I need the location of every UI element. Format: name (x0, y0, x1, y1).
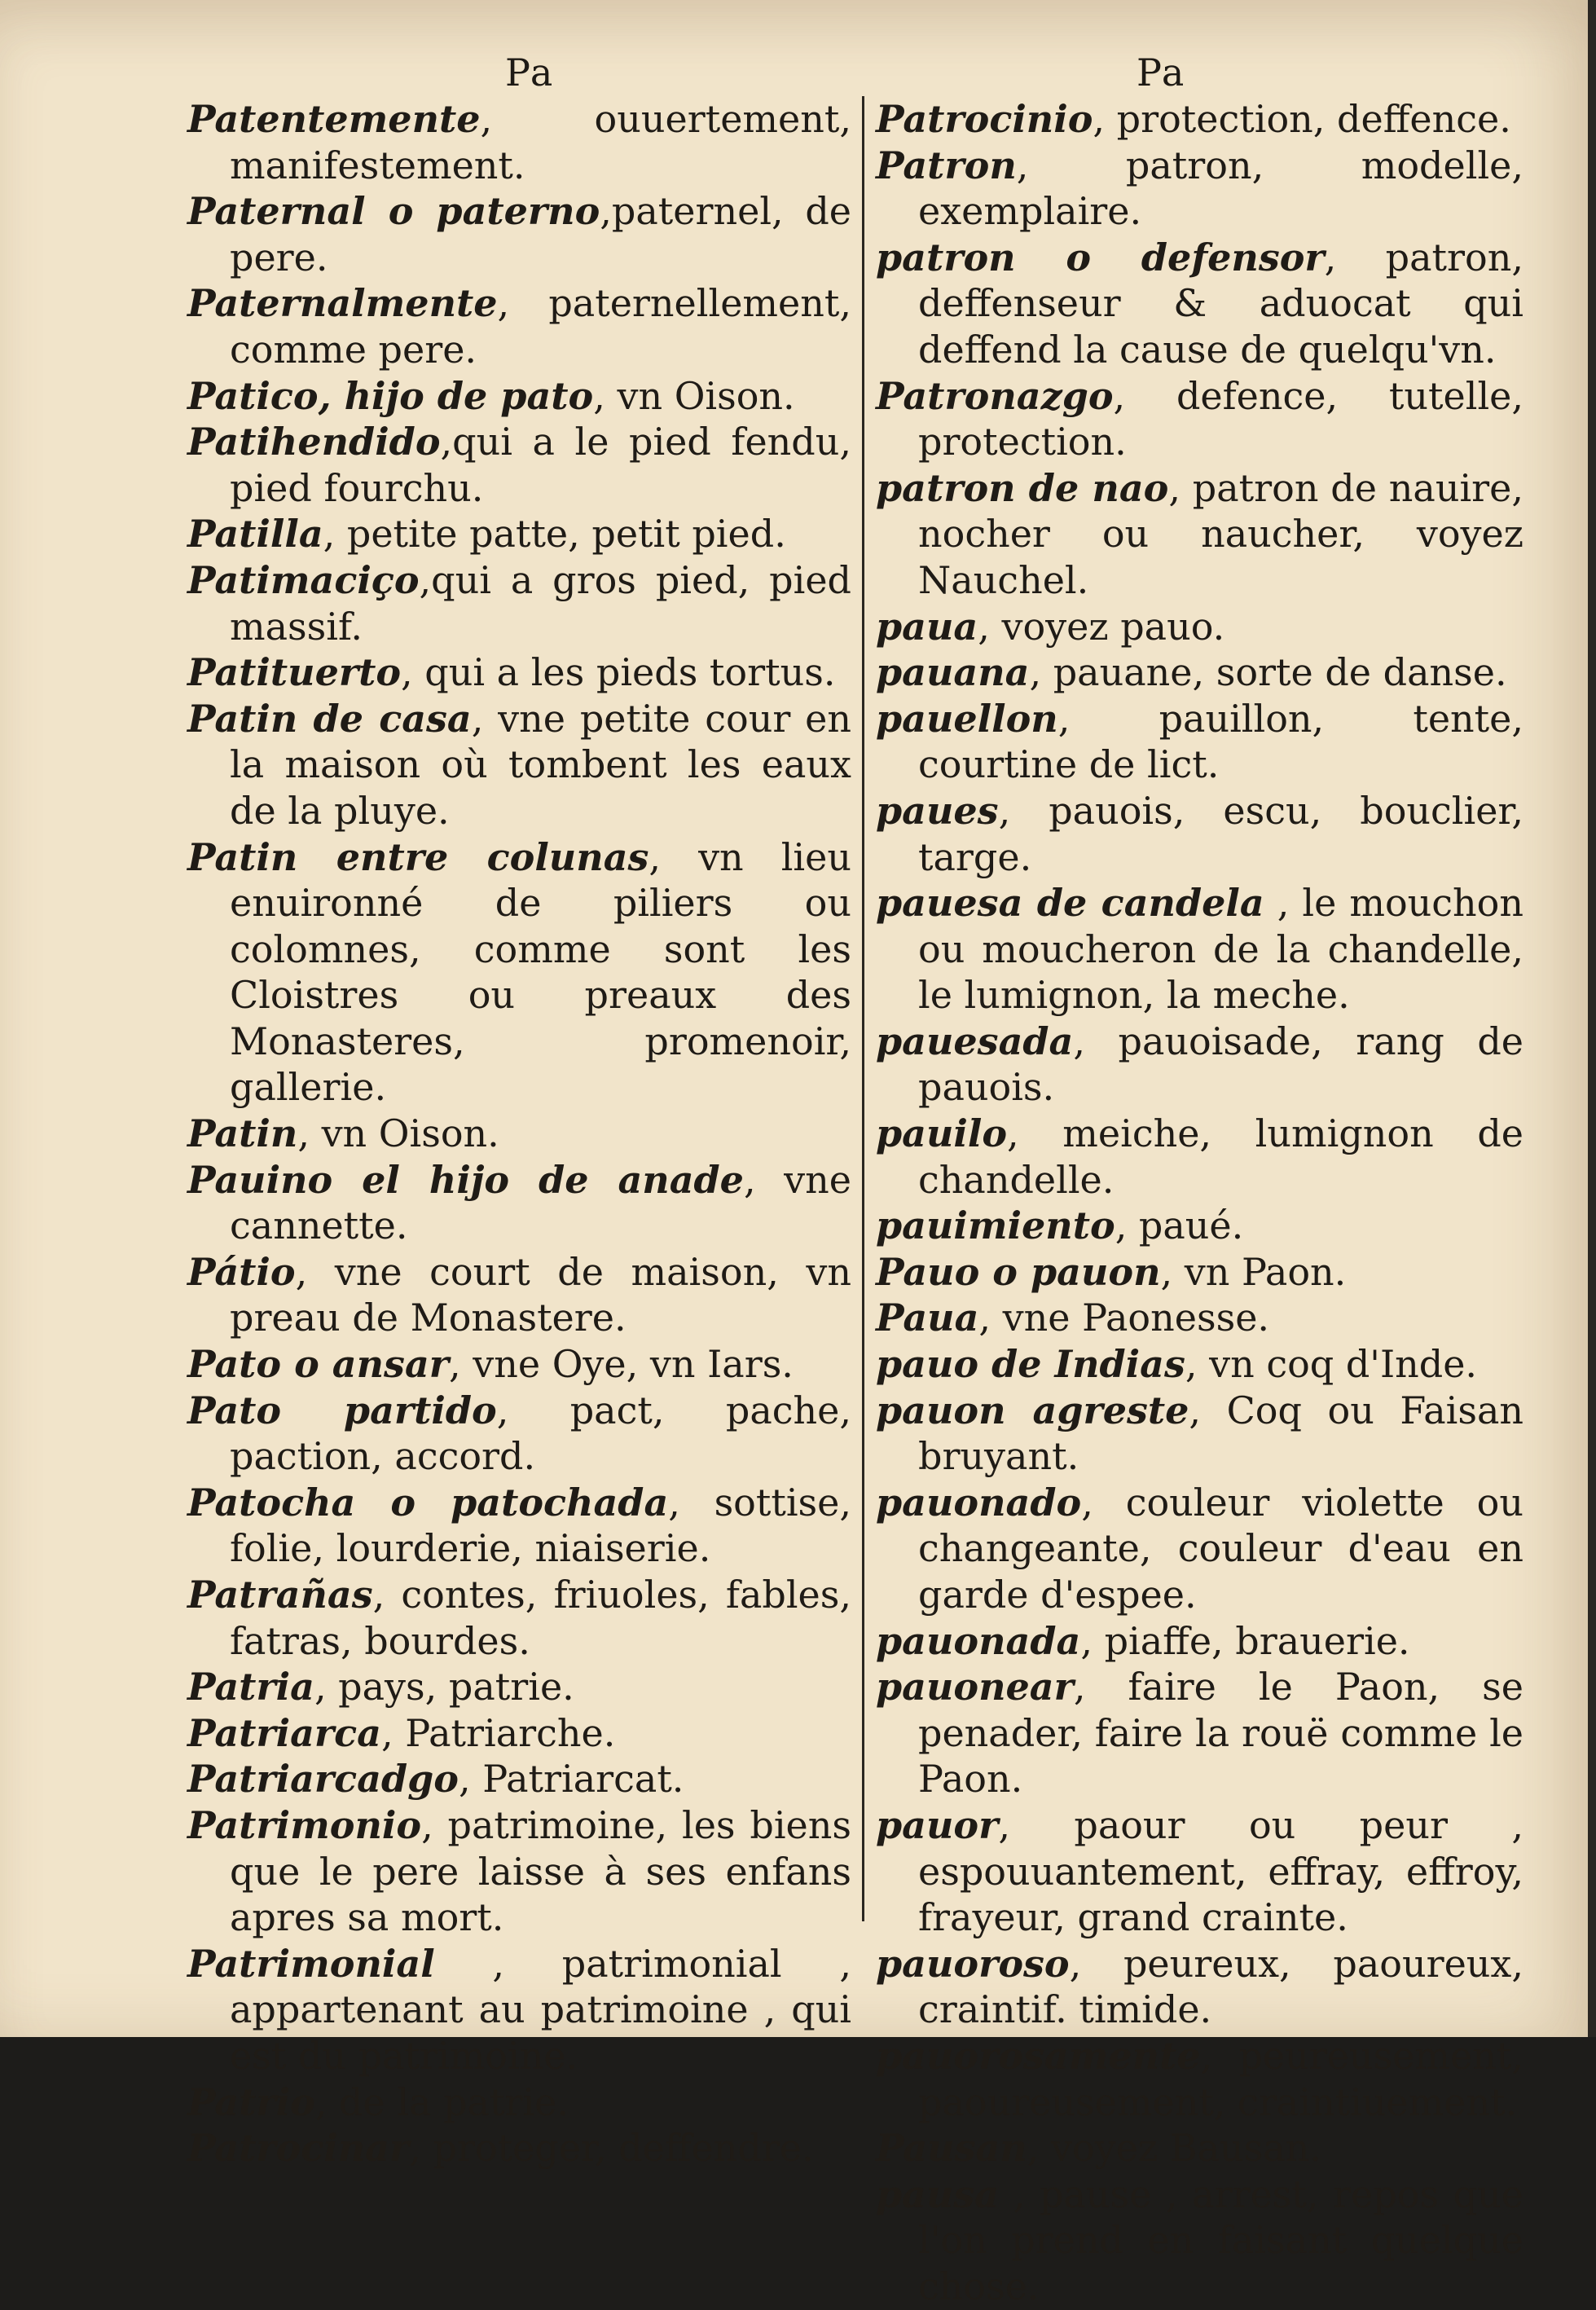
entry-definition: , vn Oison. (297, 1111, 499, 1156)
dictionary-entry (187, 2079, 851, 2126)
dictionary-entry (876, 143, 1523, 235)
entry-headword: Patriarca (187, 1710, 381, 1755)
book-binding-edge (1588, 0, 1596, 2037)
entry-headword: pauon agreste (876, 1388, 1189, 1432)
dictionary-entry (876, 1249, 1523, 1296)
entry-definition: , vn coq d'Inde. (1185, 1342, 1478, 1387)
dictionary-entry (187, 1756, 851, 1802)
entry-headword: pauonada (876, 1618, 1081, 1663)
dictionary-entry (876, 1341, 1523, 1388)
dictionary-entry (876, 235, 1523, 373)
dictionary-entry (876, 1203, 1523, 1249)
dictionary-entry (876, 696, 1523, 788)
dictionary-entry (187, 1157, 851, 1249)
entry-headword: Patihendido (187, 420, 441, 464)
entry-headword: pauonear (876, 1665, 1074, 1709)
dictionary-entry (876, 1941, 1523, 2033)
entry-definition: , contes, friuoles, fables, fatras, bourdes. (230, 1573, 851, 1663)
dictionary-entry (187, 2125, 851, 2171)
entry-definition: , vne Paonesse. (978, 1296, 1270, 1340)
entry-headword: Patrocinio (876, 97, 1093, 141)
dictionary-entry (876, 880, 1523, 1019)
dictionary-entry (187, 1572, 851, 1664)
entry-headword: paues (876, 788, 999, 833)
entry-definition: , pauillon, tente, courtine de lict. (918, 696, 1523, 787)
entry-definition: , vn Oison. (593, 373, 795, 418)
dictionary-entry (187, 1388, 851, 1480)
dictionary-entry (876, 2125, 1523, 2171)
entry-headword: Patronazgo (876, 373, 1114, 418)
entry-definition: , petite patte, petit pied. (323, 512, 786, 557)
entry-definition: , pauoisade, rang de pauois. (918, 1019, 1523, 1110)
dictionary-entry (187, 419, 851, 511)
entry-headword: Paua (876, 1296, 979, 1340)
entry-definition: , pause , arrest, repos que l'on prend en faisant quelque chose. (918, 2171, 1523, 2308)
entry-definition: , sottise, folie, lourderie, niaiserie. (230, 1480, 852, 1571)
entry-definition: , peureux, paoureux, craintif. timide. (918, 1941, 1523, 2032)
dictionary-entry (876, 1111, 1523, 1203)
entry-headword: pauoroso (876, 1941, 1070, 1986)
dictionary-entry (187, 373, 851, 420)
entry-definition: , protection, deffence. (1093, 97, 1511, 141)
entry-headword: pauonado (876, 1480, 1082, 1525)
dictionary-entry (876, 373, 1523, 465)
entry-headword: Pauino el hijo de anade (187, 1157, 744, 1202)
entry-headword: pauesa de candela (876, 881, 1264, 926)
dictionary-entry (187, 280, 851, 372)
dictionary-entry (187, 96, 851, 188)
entry-headword: pauo de Indias (876, 1342, 1185, 1387)
entry-definition: , vne cannette. (230, 1157, 851, 1248)
entry-headword: Paternalmente (187, 281, 498, 326)
entry-headword: paua (876, 604, 978, 649)
dictionary-entry (876, 1802, 1523, 1941)
entry-headword: Pato partido (187, 1388, 497, 1432)
dictionary-entry (187, 188, 851, 280)
dictionary-entry (876, 1664, 1523, 1802)
entry-headword: Patriarcadgo (187, 1757, 459, 1802)
entry-definition: , paour ou peur , espouuantement, effray, effroy, frayeur, grand crainte. (918, 1802, 1523, 1940)
entry-headword: Patrio (187, 2079, 315, 2124)
entry-definition: , couleur violette ou changeante, couleur d'eau en garde d'espee. (918, 1480, 1523, 1617)
entry-definition: , Patriarche. (380, 1710, 616, 1755)
entry-headword: Patocha o patochada (187, 1480, 669, 1525)
entry-headword: Patin entre colunas (187, 834, 649, 879)
entry-definition: , patrimoine, les biens que le pere laisse à ses enfans apres sa mort. (230, 1802, 851, 1940)
entry-headword: Patilla (187, 512, 323, 557)
right-column (876, 96, 1523, 2310)
entry-headword: Patentemente (187, 97, 481, 141)
entry-definition: ,qui a le pied fendu, pied fourchu. (230, 420, 851, 510)
entry-definition: , piaffe, brauerie. (1080, 1618, 1410, 1663)
entry-definition: , pact, pache, paction, accord. (230, 1388, 851, 1479)
entry-headword: Patria (187, 1665, 314, 1709)
entry-definition: , vne petite cour en la maison où tombent les eaux de la pluye. (230, 696, 851, 833)
entry-headword: Patimaciço (187, 557, 420, 602)
entry-definition: , pauois, escu, bouclier, targe. (918, 788, 1523, 879)
entry-headword: Paternal o paterno (187, 189, 600, 234)
dictionary-entry (187, 1249, 851, 1341)
entry-definition: , le mouchon ou moucheron de la chandelle, le lumignon, la meche. (918, 881, 1523, 1018)
entry-headword: pauesada (876, 1019, 1074, 1063)
entry-definition: , defence, tutelle, protection. (918, 373, 1523, 464)
entry-headword: pausa (876, 2171, 1000, 2216)
entry-definition: , peureusement, paoureusement, craintiuement. (918, 2033, 1523, 2124)
entry-definition: , patron, deffenseur & aduocat qui deffend la cause de quelqu'vn. (918, 235, 1523, 372)
entry-headword: Pátio (187, 1249, 296, 1294)
entry-headword: Patrimonio (187, 1802, 422, 1847)
dictionary-entry (876, 1388, 1523, 1480)
entry-definition: , vne court de maison, vn preau de Monastere. (230, 1249, 851, 1340)
dictionary-entry (876, 2171, 1523, 2310)
dictionary-entry (187, 511, 851, 557)
entry-definition: , patron, modelle, exemplaire. (918, 143, 1523, 234)
entry-headword: Patin de casa (187, 696, 472, 741)
entry-definition: ,paternel, de pere. (230, 189, 851, 279)
entry-headword: pauana (876, 650, 1030, 695)
entry-headword: Patico, hijo de pato (187, 373, 594, 418)
dictionary-entry (876, 788, 1523, 880)
entry-headword: pauorosamente (876, 2033, 1201, 2078)
entry-headword: Pauo o pauon (876, 1249, 1161, 1294)
entry-headword: Patrocinar (187, 2126, 410, 2171)
entry-headword: pauor (876, 1802, 999, 1847)
entry-definition: , pays, patrie. (314, 1665, 574, 1709)
dictionary-entry (876, 2033, 1523, 2125)
entry-headword: Pausan (876, 2126, 1027, 2171)
column-divider (862, 96, 864, 1921)
dictionary-entry (876, 604, 1523, 650)
entry-headword: Pato o ansar (187, 1342, 449, 1387)
dictionary-entry (187, 1341, 851, 1388)
entry-definition: , vne Oye, vn Iars. (449, 1342, 794, 1387)
entry-definition: , de la patrie. (314, 2079, 569, 2124)
dictionary-entry (876, 96, 1523, 143)
entry-headword: patron o defensor (876, 235, 1325, 279)
dictionary-entry (187, 1664, 851, 1710)
entry-definition: ,qui a gros pied, pied massif. (230, 557, 851, 649)
entry-definition: , patron de nauire, nocher ou naucher, voyez Nauchel. (918, 465, 1523, 602)
entry-definition: , vn lieu enuironné de piliers ou colomnes, comme sont les Cloistres ou preaux des Monasteres, promenoir, gallerie. (230, 834, 851, 1110)
dictionary-entry (876, 1618, 1523, 1665)
entry-definition: , ouuertement, manifestement. (230, 97, 851, 187)
entry-definition: , paué. (1115, 1203, 1244, 1248)
entry-definition: , proteger, deffendre. (409, 2126, 814, 2171)
entry-definition: , voyez pauo. (978, 604, 1225, 649)
dictionary-entry (187, 1802, 851, 1941)
dictionary-entry (876, 1295, 1523, 1341)
dictionary-entry (187, 1111, 851, 1157)
entry-definition: , paternellement, comme pere. (230, 281, 851, 372)
dictionary-entry (187, 1710, 851, 1757)
running-head-right: Pa (1137, 51, 1186, 95)
dictionary-entry (187, 1941, 851, 2079)
dictionary-entry (876, 1019, 1523, 1111)
entry-headword: patron de nao (876, 465, 1169, 510)
dictionary-entry (187, 557, 851, 649)
dictionary-entry (187, 696, 851, 834)
dictionary-entry (876, 649, 1523, 696)
entry-definition: , pauane, sorte de danse. (1029, 650, 1507, 695)
entry-headword: pauimiento (876, 1203, 1115, 1248)
running-head-left: Pa (505, 51, 555, 95)
entry-headword: pauellon (876, 696, 1058, 741)
dictionary-entry (187, 1480, 851, 1572)
entry-definition: , qui a les pieds tortus. (401, 650, 836, 695)
entry-headword: Patrimonial (187, 1941, 435, 1986)
dictionary-entry (187, 834, 851, 1111)
entry-definition: , vn Paon. (1160, 1249, 1347, 1294)
entry-headword: Patituerto (187, 650, 402, 695)
entry-definition: , Patriarcat. (458, 1757, 684, 1802)
entry-definition: , voyez Bausan. (1027, 2126, 1321, 2171)
entry-headword: Patrañas (187, 1573, 373, 1617)
entry-headword: Patin (187, 1111, 298, 1156)
entry-definition: , meiche, lumignon de chandelle. (918, 1111, 1523, 1202)
left-column (187, 96, 851, 2171)
entry-headword: pauilo (876, 1111, 1008, 1156)
entry-headword: Patron (876, 143, 1017, 187)
dictionary-entry (876, 1480, 1523, 1618)
entry-definition: , Coq ou Faisan bruyant. (918, 1388, 1523, 1479)
entry-definition: , faire le Paon, se penader, faire la rouë comme le Paon. (918, 1665, 1523, 1802)
entry-definition: , patrimonial , appartenant au patrimoine , qui est du patrimoine. (230, 1941, 851, 2078)
dictionary-entry (876, 465, 1523, 604)
dictionary-entry (187, 649, 851, 696)
